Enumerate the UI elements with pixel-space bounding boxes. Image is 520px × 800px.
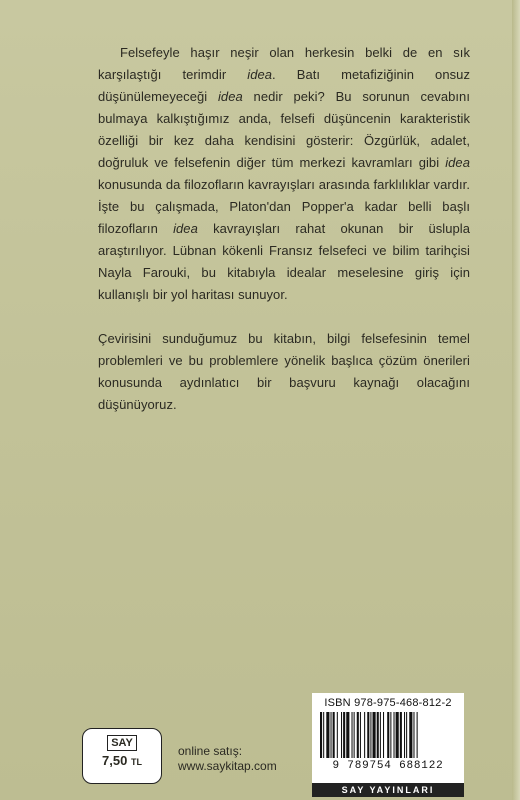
barcode-bar [400,712,402,758]
website-url: www.saykitap.com [178,759,277,773]
barcode-bar [406,712,407,758]
price-sticker [82,728,162,784]
barcode-bar [320,712,322,758]
price-value: 7,50 TL [102,753,142,768]
barcode-bar [367,712,369,758]
online-sales-label: online satış: [178,744,243,758]
barcode-bar [383,712,384,758]
online-sales-info [178,744,298,774]
barcode-bar [357,712,359,758]
blurb-paragraph-2: Çevirisini sunduğumuz bu kitabın, bilgi felsefesinin temel problemleri ve bu problemlere yönelik başlıca çözüm önerileri konusunda aydınlatıcı bir başvuru kaynağı olacağını düşünüyoruz. [98,331,470,412]
barcode-bar [404,712,405,758]
barcode-bar [337,712,338,758]
barcode-digits: 9 789754 688122 [332,760,444,772]
barcode-bar [354,712,355,758]
barcode-bar [396,712,399,758]
blurb-paragraph-1: Felsefeyle haşır neşir olan herkesin belki de en sık karşılaştığı terimdir idea. Batı metafiziğinin onsuz düşünülemeyeceği idea nedir peki? Bu sorunun cevabını bulmaya kalkıştığımız anda, felsefi düşüncenin karakteristik özelliği bir kez daha kendisini gösterir: Özgürlük, adalet, doğruluk ve felsefenin diğer tüm merkezi kavramları gibi idea konusunda da filozofların kavrayışları arasında farklılıklar vardır. İşte bu çalışmada, Platon'dan Popper'a kadar belli başlı filozofların idea kavrayışları rahat okunan bir üslupla araştırılıyor. Lübnan kökenli Fransız felsefeci ve bilim tarihçisi Nayla Farouki, bu kitabıyla idealar meselesine giriş için kullanışlı bir yol haritası sunuyor. [98,45,471,302]
barcode-bar [331,712,332,758]
back-cover-blurb [98,42,470,438]
publisher-name: SAY YAYINLARI [312,783,464,797]
barcode-bar [377,712,379,758]
barcode-bar [380,712,381,758]
publisher-logo-small: SAY [107,735,137,751]
barcode-bar [417,712,418,758]
barcode-bar [364,712,365,758]
barcode-icon [316,712,460,762]
barcode-bar [413,712,414,758]
barcode-bar [360,712,361,758]
barcode-bar [323,712,324,758]
cover-edge [512,0,520,800]
barcode-bar [326,712,329,758]
barcode-bar [409,712,412,758]
barcode-bar [394,712,395,758]
barcode-bar [341,712,342,758]
barcode-bar [352,712,353,758]
barcode-bar [387,712,389,758]
barcode-bar [390,712,391,758]
barcode-bar [333,712,335,758]
isbn-number: ISBN 978-975-468-812-2 [324,697,452,709]
barcode-bar [343,712,345,758]
barcode-bar [346,712,349,758]
barcode-bar [373,712,376,758]
barcode-bar [370,712,371,758]
isbn-barcode-box [312,693,464,783]
